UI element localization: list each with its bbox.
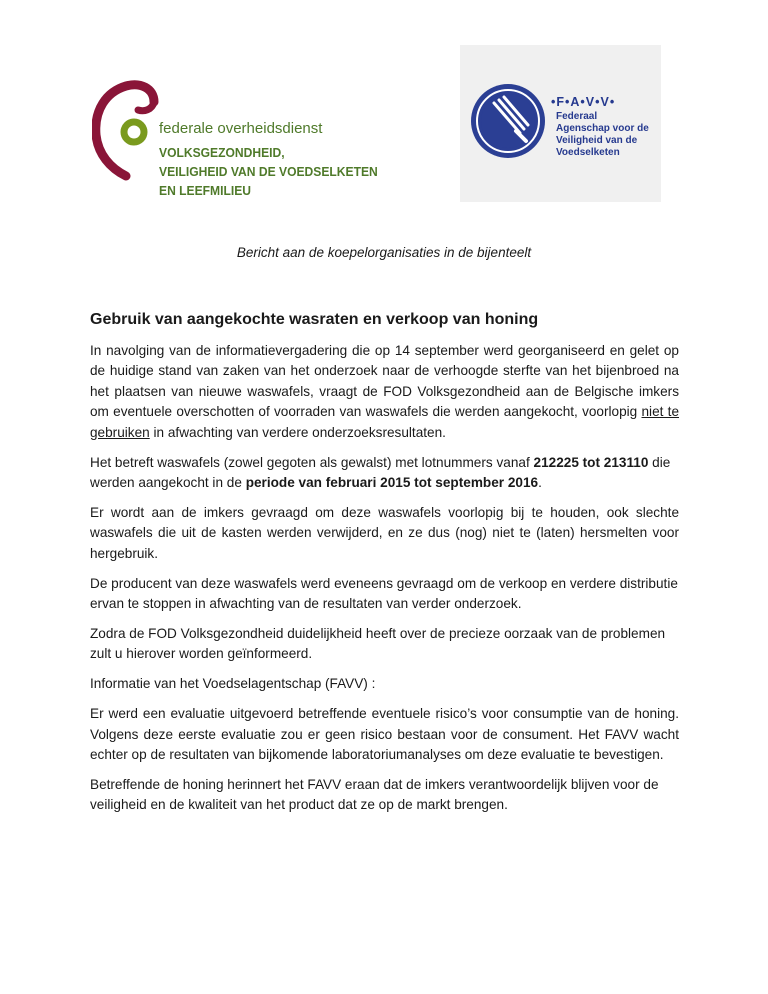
document-body [90,341,679,825]
paragraph [90,453,679,494]
underlined-text: niet te gebruiken [90,404,679,440]
paragraph [90,341,679,443]
favv-name-line: Veiligheid van de [556,135,638,146]
favv-name-line: Federaal [556,111,598,122]
fod-name-line: federale overheidsdienst [159,120,323,137]
paragraph-text: . [538,474,542,490]
favv-name-line: Voedselketen [556,147,620,158]
paragraph: Informatie van het Voedselagentschap (FAVV) : [90,676,376,692]
favv-acronym: •F•A•V•V• [551,95,616,109]
fod-logo [92,80,382,210]
document-subtitle: Bericht aan de koepelorganisaties in de bijenteelt [236,245,532,260]
favv-emblem-icon [468,81,548,161]
paragraph: Zodra de FOD Volksgezondheid duidelijkheid heeft over de precieze oorzaak van de problemen zult u hierover worden geïnformeerd. [90,625,666,662]
fod-swirl-icon [92,80,162,190]
paragraph: Er werd een evaluatie uitgevoerd betreffende eventuele risico’s voor consumptie van de honing. Volgens deze eerste evaluatie zou er geen risico bestaan voor de consument. Het FAVV wacht echter op de resultaten van bijkomende laboratoriumanalyses om deze evaluatie te bevestigen. [90,706,679,762]
paragraph: De producent van deze waswafels werd eveneens gevraagd om de verkoop en verdere distributie ervan te stoppen in afwachting van de resultaten van verder onderzoek. [90,575,678,611]
purchase-period: periode van februari 2015 tot september 2016 [245,474,539,490]
paragraph-text: Het betreft waswafels (zowel gegoten als gewalst) met lotnummers vanaf [90,454,534,470]
fod-name-bold-line: VEILIGHEID VAN DE VOEDSELKETEN [159,164,378,179]
favv-logo [460,45,661,202]
paragraph-text: In navolging van de informatievergadering die op 14 september werd georganiseerd en gelet op de huidige stand van zaken van het onderzoek naar de verhoogde sterfte van het bijenbroed na het plaatsen van nieuwe waswafels, vraagt de FOD Volksgezondheid aan de Belgische imkers om eventuele overschotten of voorraden van waswafels die werden aangekocht, voorlopig [90,343,679,420]
lot-number-range: 212225 tot 213110 [533,454,649,470]
paragraph: Betreffende de honing herinnert het FAVV eraan dat de imkers verantwoordelijk blijven voor de veiligheid en de kwaliteit van het product dat ze op de markt brengen. [90,776,659,813]
fod-name-bold-line: EN LEEFMILIEU [159,183,252,198]
paragraph: Er wordt aan de imkers gevraagd om deze waswafels voorlopig bij te houden, ook slechte waswafels die uit de kasten werden verwijderd, en ze dus (nog) niet te (laten) hersmelten voor hergebruik. [90,504,679,561]
fod-name-bold-line: VOLKSGEZONDHEID, [159,145,285,160]
paragraph-text: in afwachting van verdere onderzoeksresultaten. [149,424,446,440]
document-heading: Gebruik van aangekochte wasraten en verkoop van honing [90,311,539,328]
paragraph-text: die werden aangekocht in de [90,454,671,490]
favv-name-line: Agenschap voor de [556,123,649,134]
